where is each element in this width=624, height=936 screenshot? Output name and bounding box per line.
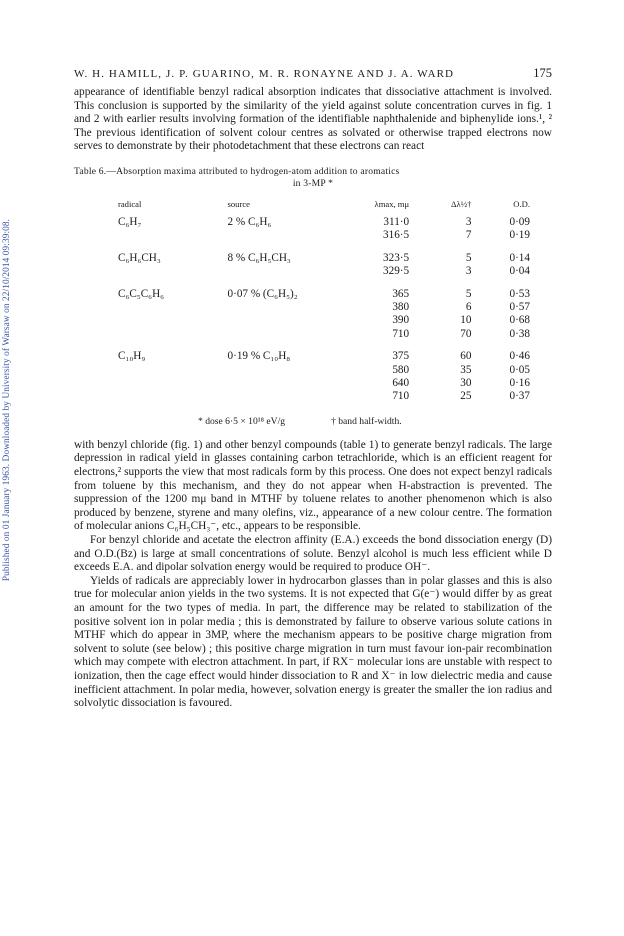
cell-radical [74, 377, 228, 390]
cell-band-half-width: 7 [465, 229, 472, 242]
cell-optical-density: 0·16 [509, 377, 530, 390]
cell-lambda-max: 390 [392, 314, 410, 327]
cell-radical: C₁₀H₉ [118, 350, 146, 363]
body-paragraph: with benzyl chloride (fig. 1) and other benzyl compounds (table 1) to generate benzyl radicals. The large depression in radical yield in glasses containing carbon tetrachloride, which is an efficient reagent for electrons,² supports the view that most radicals form by this process. One does not expect benzyl radicals from toluene by this mechanism, and they do not appear when H-abstraction is prevented. The suppression of the 1200 mμ band in MTHF by toluene relates to another phenomenon which is also produced by benzene, styrene and many olefins, viz., appearance of a new colour centre. The formation of molecular anions C₆H₅CH₃⁻, etc., appears to be responsible. [74, 438, 552, 533]
cell-source: 8 % C₆H₅CH₃ [227, 251, 291, 264]
cell-radical [74, 364, 228, 377]
cell-optical-density: 0·57 [509, 301, 530, 313]
cell-band-half-width: 30 [460, 377, 472, 390]
cell-radical: C₆H₇ [118, 215, 142, 228]
header-lambda-max: λmax, mμ [374, 198, 410, 209]
cell-band-half-width: 5 [465, 287, 472, 300]
cell-band-half-width: 60 [460, 350, 472, 363]
cell-lambda-max: 710 [392, 327, 410, 340]
table-row [74, 265, 552, 278]
cell-lambda-max: 380 [392, 301, 410, 313]
table-row [74, 216, 552, 229]
cell-lambda-max: 375 [392, 350, 410, 363]
cell-source [228, 328, 345, 341]
table-row [74, 390, 552, 403]
table-caption-line-1: Table 6.—Absorption maxima attributed to hydrogen-atom addition to aromatics [74, 165, 400, 177]
cell-radical [74, 328, 228, 341]
cell-radical: C₆C₅C₆H₆ [118, 287, 165, 300]
cell-lambda-max: 640 [392, 377, 410, 390]
table-row [74, 377, 552, 390]
running-head [74, 66, 552, 86]
cell-source: 0·07 % (C₆H₅)₂ [227, 287, 298, 300]
table-caption-line-2: in 3-MP * [292, 178, 334, 190]
header-source: source [227, 198, 250, 209]
cell-lambda-max: 365 [392, 287, 410, 300]
footnote-dose: * dose 6·5 × 10¹⁸ eV/g [198, 415, 286, 427]
cell-optical-density: 0·68 [509, 314, 530, 327]
cell-radical [74, 301, 228, 314]
cell-radical [74, 390, 228, 403]
cell-lambda-max: 316·5 [383, 229, 410, 242]
table-row [74, 301, 552, 314]
table-row [74, 341, 552, 363]
cell-source [228, 364, 345, 377]
cell-source [228, 265, 345, 278]
cell-lambda-max: 323·5 [383, 251, 410, 264]
cell-optical-density: 0·05 [509, 363, 530, 376]
download-watermark [0, 120, 15, 680]
download-watermark-text: Published on 01 January 1963. Downloaded by University of Warsaw on 22/10/2014 09:39:08. [2, 218, 13, 582]
cell-radical [74, 265, 228, 278]
cell-radical: C₆H₆CH₃ [118, 251, 161, 264]
footnote-band: † band half-width. [331, 415, 402, 427]
cell-optical-density: 0·09 [509, 215, 530, 228]
intro-paragraph: appearance of identifiable benzyl radical absorption indicates that dissociative attachment is involved. This conclusion is supported by the similarity of the yield against solute concentration curves in fig. 1 and 2 with earlier results involving formation of the identifiable naphthalenide and biphenylide ions.¹, ² The previous identification of solvent colour centres as solvated or otherwise trapped electrons now serves to demonstrate by their photodetachment that these electrons can react [74, 86, 552, 153]
cell-band-half-width: 5 [465, 251, 472, 264]
cell-optical-density: 0·46 [509, 350, 530, 363]
cell-lambda-max: 580 [392, 363, 410, 376]
cell-band-half-width: 3 [465, 265, 472, 278]
cell-band-half-width: 25 [460, 390, 472, 403]
cell-source [228, 314, 345, 327]
table-footnotes [74, 416, 552, 427]
cell-band-half-width: 10 [460, 314, 472, 327]
body-paragraph: For benzyl chloride and acetate the electron affinity (E.A.) exceeds the bond dissociation energy (D) and O.D.(Bz) is large at small concentrations of solute. Benzyl alcohol is much less efficient while D exceeds E.A. and dipolar solvation energy would be required to produce OH⁻. [74, 534, 552, 574]
author-line: W. H. HAMILL, J. P. GUARINO, M. R. RONAYNE AND J. A. WARD [74, 68, 455, 80]
cell-band-half-width: 70 [460, 327, 472, 340]
table-header-row [74, 199, 552, 216]
body-paragraph: Yields of radicals are appreciably lower in hydrocarbon glasses than in polar glasses and this is also true for molecular anion yields in the two systems. It is not expected that G(e⁻) would differ by as great an amount for the two types of media. In part, the difference may be related to stabilization of the positive solvent ion in polar media ; this is demonstrated by failure to observe various solute cations in MTHF which do appear in 3MP, where the mechanism appears to be positive charge migration from solvent to solute (see below) ; this positive charge migration in turn must favour ion-pair recombination which may compete with electron attachment. In part, if RX⁻ molecular ions are unstable with respect to ionization, then the cage effect would hinder dissociation to R and X⁻ in low dielectric media and cause inefficient attachment. In polar media, however, solvation energy is greater the smaller the ion radius and solvolytic dissociation is favoured. [74, 574, 552, 710]
page [74, 66, 552, 711]
cell-optical-density: 0·37 [509, 390, 530, 403]
header-optical-density: O.D. [513, 198, 530, 209]
cell-source [228, 377, 345, 390]
table-row [74, 328, 552, 341]
cell-band-half-width: 3 [465, 215, 472, 228]
cell-radical [74, 229, 228, 242]
cell-band-half-width: 6 [465, 301, 472, 313]
table-caption [74, 166, 552, 191]
body-text [74, 439, 552, 711]
cell-source [228, 229, 345, 242]
header-radical: radical [118, 198, 142, 209]
table-row [74, 229, 552, 242]
table-row [74, 279, 552, 301]
cell-lambda-max: 329·5 [383, 265, 410, 278]
header-band-half-width: Δλ½† [451, 198, 472, 209]
absorption-table [74, 199, 552, 404]
cell-optical-density: 0·38 [509, 327, 530, 340]
cell-band-half-width: 35 [460, 363, 472, 376]
cell-source [228, 390, 345, 403]
cell-source [228, 301, 345, 314]
cell-source: 0·19 % C₁₀H₈ [227, 350, 291, 363]
cell-optical-density: 0·14 [509, 251, 530, 264]
cell-optical-density: 0·19 [509, 229, 530, 242]
cell-lambda-max: 311·0 [383, 215, 410, 228]
table-row [74, 243, 552, 265]
cell-optical-density: 0·53 [509, 287, 530, 300]
cell-optical-density: 0·04 [509, 265, 530, 278]
cell-source: 2 % C₆H₆ [227, 215, 272, 228]
page-number: 175 [533, 66, 552, 80]
cell-lambda-max: 710 [392, 390, 410, 403]
table-row [74, 364, 552, 377]
cell-radical [74, 314, 228, 327]
table-row [74, 314, 552, 327]
